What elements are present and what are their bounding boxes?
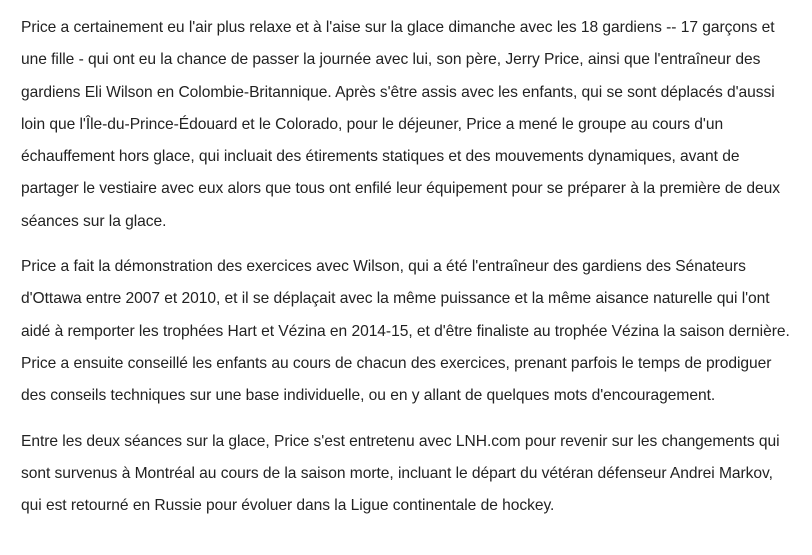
article-body [21, 12, 791, 535]
article-paragraph-1: Price a certainement eu l'air plus relaxe et à l'aise sur la glace dimanche avec les 18 gardiens -- 17 garçons et une fille - qui ont eu la chance de passer la journée avec lui, son père, Jerry Price, ainsi que l'entraîneur des gardiens Eli Wilson en Colombie-Britannique. Après s'être assis avec les enfants, qui se sont déplacés d'aussi loin que l'Île-du-Prince-Édouard et le Colorado, pour le déjeuner, Price a mené le groupe au cours d'un échauffement hors glace, qui incluait des étirements statiques et des mouvements dynamiques, avant de partager le vestiaire avec eux alors que tous ont enfilé leur équipement pour se préparer à la première de deux séances sur la glace. [21, 19, 780, 230]
article-paragraph-2: Price a fait la démonstration des exercices avec Wilson, qui a été l'entraîneur des gardiens des Sénateurs d'Ottawa entre 2007 et 2010, et il se déplaçait avec la même puissance et la même aisance naturelle qui l'ont aidé à remporter les trophées Hart et Vézina en 2014-15, et d'être finaliste au trophée Vézina la saison dernière. Price a ensuite conseillé les enfants au cours de chacun des exercices, prenant parfois le temps de prodiguer des conseils techniques sur une base individuelle, ou en y allant de quelques mots d'encouragement. [21, 258, 790, 405]
article-paragraph-3: Entre les deux séances sur la glace, Price s'est entretenu avec LNH.com pour revenir sur les changements qui sont survenus à Montréal au cours de la saison morte, incluant le départ du vétéran défenseur Andrei Markov, qui est retourné en Russie pour évoluer dans la Ligue continentale de hockey. [21, 432, 780, 515]
